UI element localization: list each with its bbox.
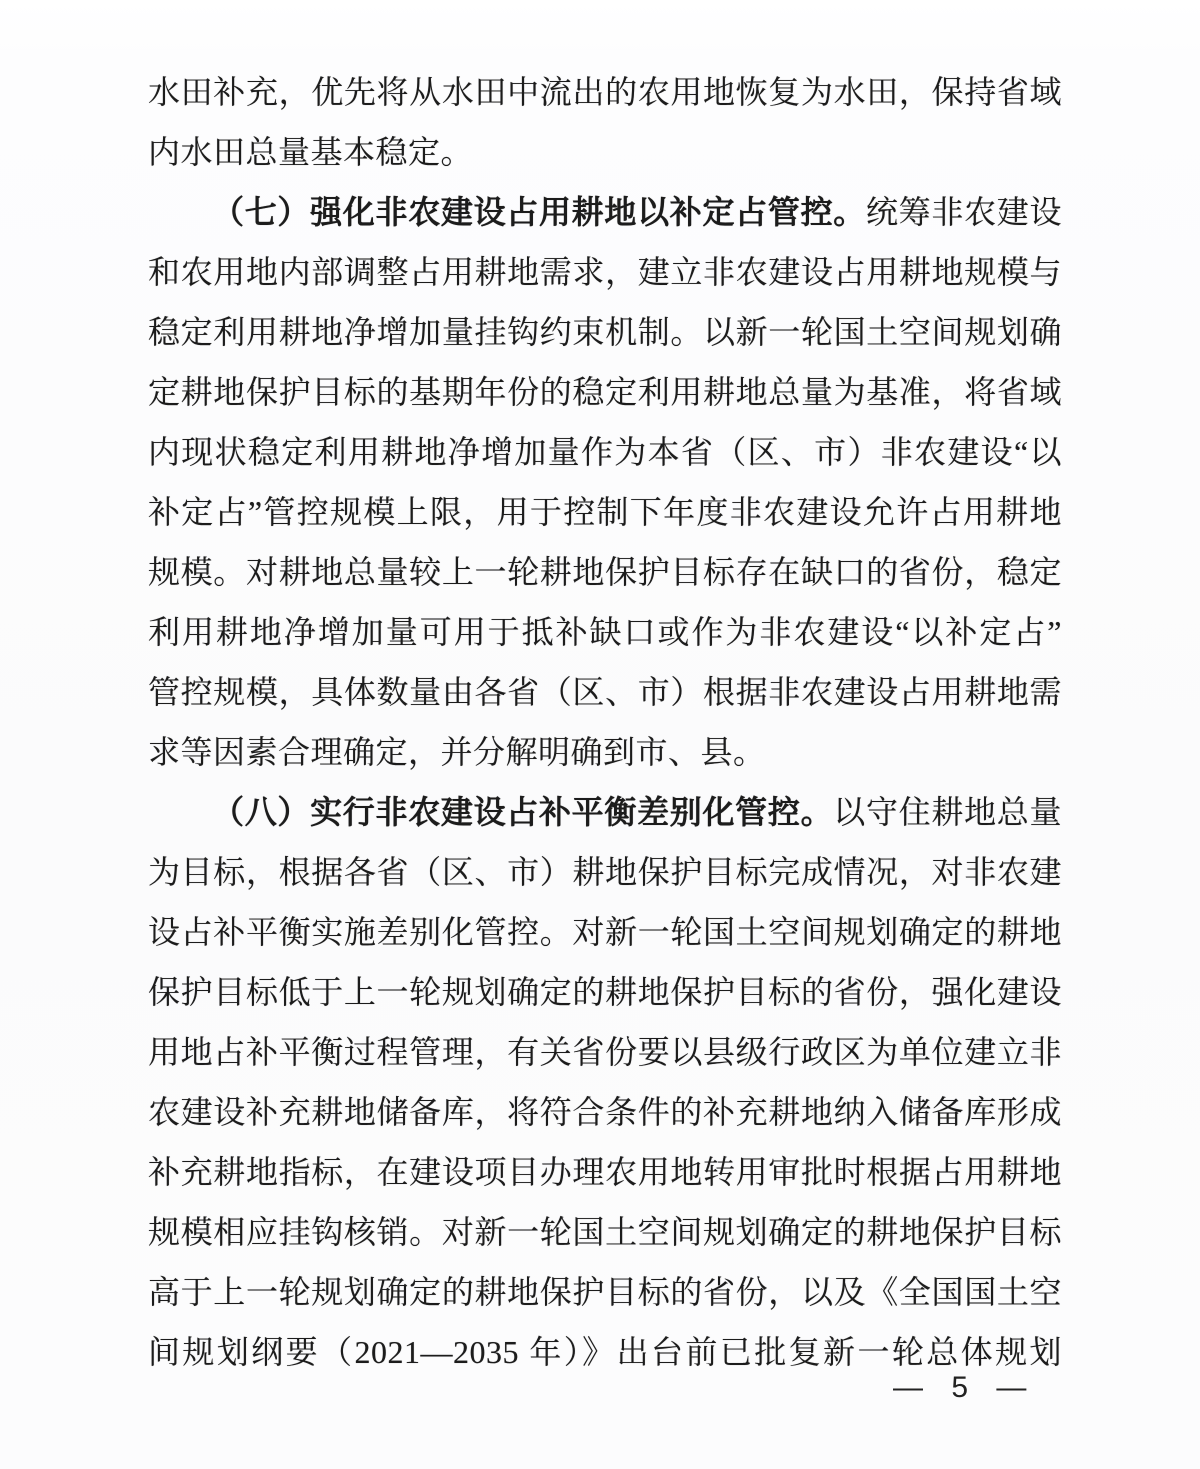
text-line xyxy=(148,1022,1062,1082)
body-text: 农建设补充耕地储备库，将符合条件的补充耕地纳入储备库形成 xyxy=(148,1094,1062,1130)
page-number: — 5 — xyxy=(893,1371,1029,1404)
body-text: 间规划纲要（2021—2035 年）》出台前已批复新一轮总体规划 xyxy=(148,1334,1062,1370)
paragraph-heading-text: （七）强化非农建设占用耕地以补定占管控。 xyxy=(212,194,866,230)
body-text: 求等因素合理确定，并分解明确到市、县。 xyxy=(148,734,766,770)
body-text: 定耕地保护目标的基期年份的稳定利用耕地总量为基准，将省域 xyxy=(148,374,1062,410)
text-line xyxy=(148,242,1062,302)
body-text: 管控规模，具体数量由各省（区、市）根据非农建设占用耕地需 xyxy=(148,674,1062,710)
text-line xyxy=(148,422,1062,482)
text-line xyxy=(148,182,1062,242)
text-line xyxy=(148,542,1062,602)
text-line xyxy=(148,842,1062,902)
text-line xyxy=(148,962,1062,1022)
body-text: 规模相应挂钩核销。对新一轮国土空间规划确定的耕地保护目标 xyxy=(148,1214,1062,1250)
body-text: 补定占”管控规模上限，用于控制下年度非农建设允许占用耕地 xyxy=(148,494,1062,530)
text-line xyxy=(148,602,1062,662)
text-line xyxy=(148,362,1062,422)
text-line xyxy=(148,902,1062,962)
paragraph-heading-text: （八）实行非农建设占补平衡差别化管控。 xyxy=(212,794,834,830)
text-line xyxy=(148,1082,1062,1142)
body-text: 水田补充，优先将从水田中流出的农用地恢复为水田，保持省域 xyxy=(148,74,1062,110)
body-text: 利用耕地净增加量可用于抵补缺口或作为非农建设“以补定占” xyxy=(148,614,1062,650)
text-line xyxy=(148,1202,1062,1262)
body-text: 保护目标低于上一轮规划确定的耕地保护目标的省份，强化建设 xyxy=(148,974,1062,1010)
body-text: 高于上一轮规划确定的耕地保护目标的省份，以及《全国国土空 xyxy=(148,1274,1062,1310)
text-line xyxy=(148,122,1062,182)
body-text: 和农用地内部调整占用耕地需求，建立非农建设占用耕地规模与 xyxy=(148,254,1062,290)
text-line xyxy=(148,662,1062,722)
body-text: 统筹非农建设 xyxy=(865,194,1062,230)
text-line xyxy=(148,1262,1062,1322)
text-line xyxy=(148,722,1062,782)
text-line xyxy=(148,62,1062,122)
body-text: 补充耕地指标，在建设项目办理农用地转用审批时根据占用耕地 xyxy=(148,1154,1062,1190)
text-line xyxy=(148,1142,1062,1202)
body-text: 内水田总量基本稳定。 xyxy=(148,134,474,170)
text-line xyxy=(148,782,1062,842)
text-line xyxy=(148,482,1062,542)
body-text: 以守住耕地总量 xyxy=(833,794,1062,830)
body-text: 规模。对耕地总量较上一轮耕地保护目标存在缺口的省份，稳定 xyxy=(148,554,1062,590)
text-block xyxy=(148,62,1062,1382)
body-text: 用地占补平衡过程管理，有关省份要以县级行政区为单位建立非 xyxy=(148,1034,1062,1070)
text-line xyxy=(148,302,1062,362)
body-text: 稳定利用耕地净增加量挂钩约束机制。以新一轮国土空间规划确 xyxy=(148,314,1062,350)
body-text: 设占补平衡实施差别化管控。对新一轮国土空间规划确定的耕地 xyxy=(148,914,1062,950)
body-text: 内现状稳定利用耕地净增加量作为本省（区、市）非农建设“以 xyxy=(148,434,1062,470)
body-text: 为目标，根据各省（区、市）耕地保护目标完成情况，对非农建 xyxy=(148,854,1062,890)
